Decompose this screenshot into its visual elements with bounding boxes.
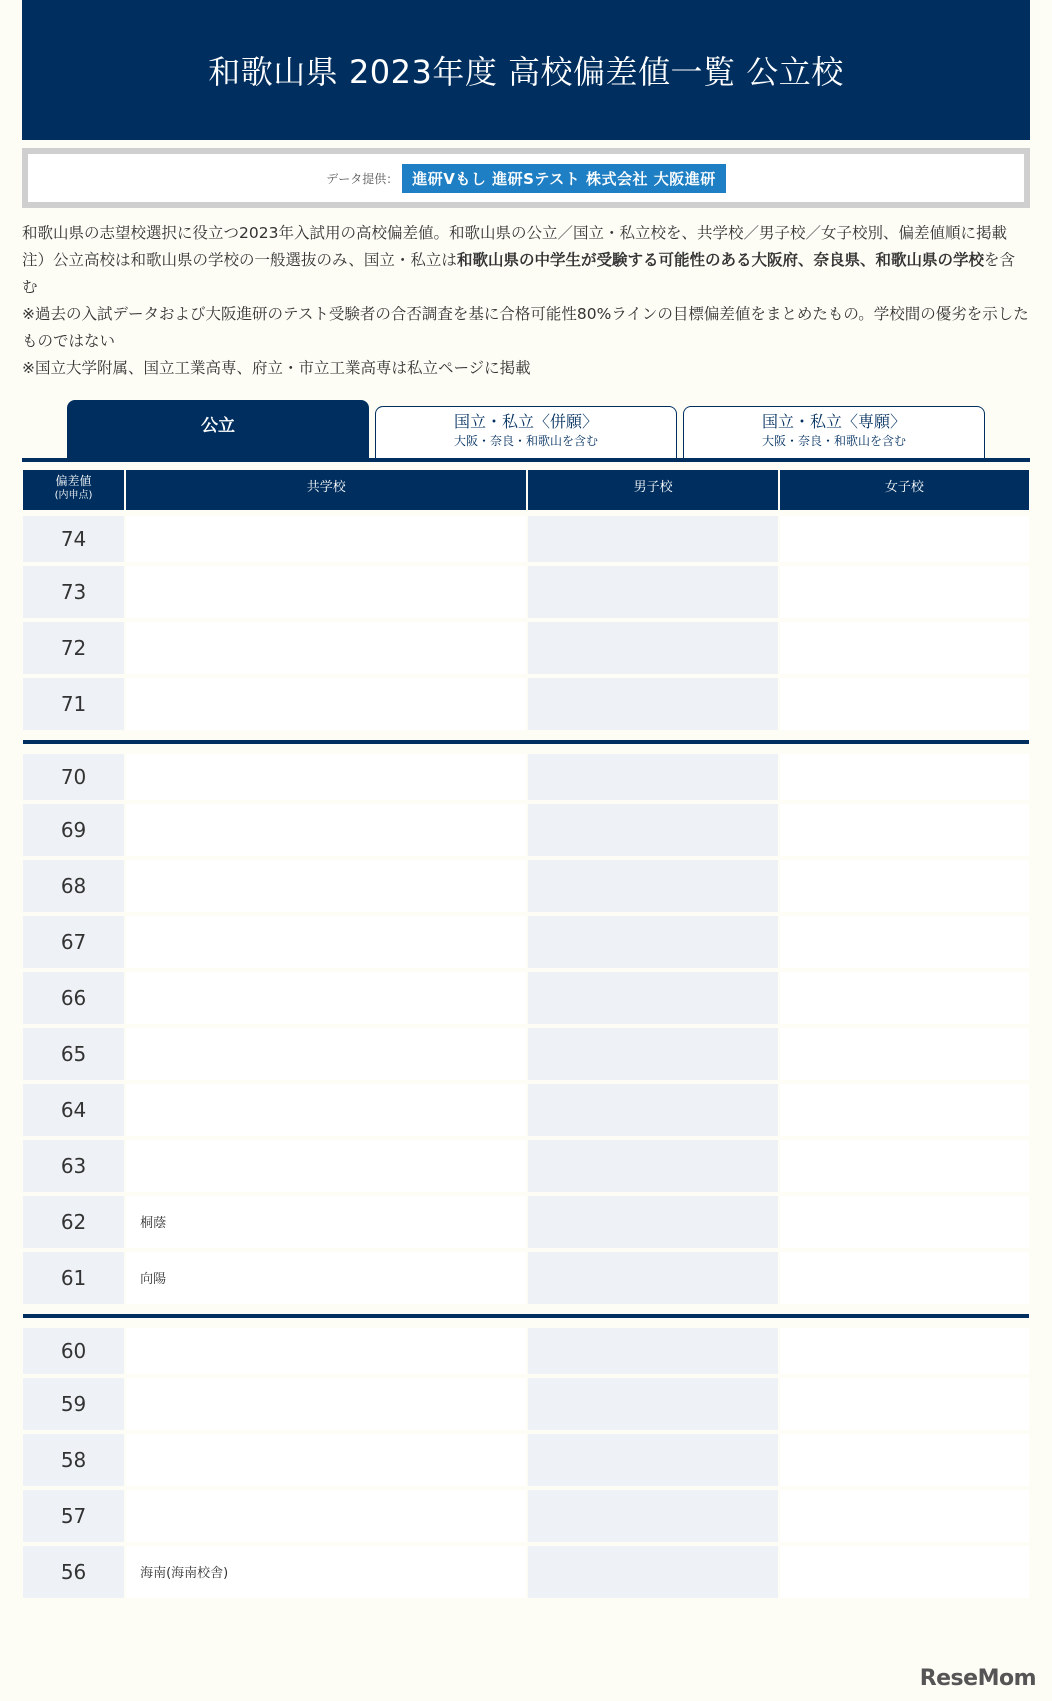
hensachi-value: 70 bbox=[23, 748, 124, 804]
table-row bbox=[23, 1252, 1029, 1308]
table-row bbox=[23, 916, 1029, 972]
kyogaku-school bbox=[126, 1028, 526, 1084]
joshi-school bbox=[780, 1084, 1029, 1140]
hensachi-value: 63 bbox=[23, 1140, 124, 1196]
page-title-banner bbox=[22, 0, 1030, 140]
table-row bbox=[23, 1546, 1029, 1602]
kyogaku-school bbox=[126, 622, 526, 678]
kyogaku-school bbox=[126, 748, 526, 804]
joshi-school bbox=[780, 678, 1029, 734]
tab-public[interactable]: 公立 bbox=[67, 400, 369, 458]
hensachi-value: 72 bbox=[23, 622, 124, 678]
hensachi-value: 73 bbox=[23, 566, 124, 622]
kyogaku-school bbox=[126, 972, 526, 1028]
danshi-school bbox=[528, 972, 777, 1028]
danshi-school bbox=[528, 1322, 777, 1378]
joshi-school bbox=[780, 972, 1029, 1028]
table-row bbox=[23, 1196, 1029, 1252]
hensachi-value: 69 bbox=[23, 804, 124, 860]
danshi-school bbox=[528, 1140, 777, 1196]
hensachi-value: 64 bbox=[23, 1084, 124, 1140]
kyogaku-school bbox=[126, 1434, 526, 1490]
intro-line-4: ※国立大学附属、国立工業高専、府立・市立工業高専は私立ページに掲載 bbox=[22, 359, 531, 377]
kyogaku-school bbox=[126, 860, 526, 916]
danshi-school bbox=[528, 1196, 777, 1252]
danshi-school bbox=[528, 1378, 777, 1434]
hensachi-value: 65 bbox=[23, 1028, 124, 1084]
header-joshi: 女子校 bbox=[780, 470, 1029, 510]
table-row bbox=[23, 1378, 1029, 1434]
hensachi-value: 56 bbox=[23, 1546, 124, 1602]
table-row bbox=[23, 804, 1029, 860]
tab-national-private-heigan[interactable]: 国立・私立〈併願〉 大阪・奈良・和歌山を含む bbox=[375, 406, 677, 458]
joshi-school bbox=[780, 510, 1029, 566]
joshi-school bbox=[780, 1140, 1029, 1196]
kyogaku-school bbox=[126, 510, 526, 566]
table-row bbox=[23, 972, 1029, 1028]
intro-line-2: 注）公立高校は和歌山県の学校の一般選抜のみ、国立・私立は和歌山県の中学生が受験する可能性のある大阪府、奈良県、和歌山県の学校を含む bbox=[22, 251, 1015, 296]
joshi-school bbox=[780, 1252, 1029, 1308]
joshi-school bbox=[780, 1546, 1029, 1602]
tab-national-private-sengan[interactable]: 国立・私立〈専願〉 大阪・奈良・和歌山を含む bbox=[683, 406, 985, 458]
joshi-school bbox=[780, 1196, 1029, 1252]
danshi-school bbox=[528, 860, 777, 916]
provider-label: データ提供： bbox=[326, 171, 399, 186]
joshi-school bbox=[780, 748, 1029, 804]
kyogaku-school: 向陽 bbox=[126, 1252, 526, 1308]
joshi-school bbox=[780, 916, 1029, 972]
kyogaku-school bbox=[126, 1322, 526, 1378]
kyogaku-school: 海南(海南校舎) bbox=[126, 1546, 526, 1602]
intro-line-3: ※過去の入試データおよび大阪進研のテスト受験者の合否調査を基に合格可能性80%ラインの目標偏差値をまとめたもの。学校間の優劣を示したものではない bbox=[22, 305, 1029, 350]
table-row bbox=[23, 1028, 1029, 1084]
joshi-school bbox=[780, 1028, 1029, 1084]
joshi-school bbox=[780, 1490, 1029, 1546]
kyogaku-school bbox=[126, 916, 526, 972]
group-separator bbox=[23, 1308, 1029, 1322]
table-row bbox=[23, 622, 1029, 678]
table-row bbox=[23, 1490, 1029, 1546]
table-row bbox=[23, 748, 1029, 804]
resemom-watermark: ReseMom bbox=[919, 1666, 1036, 1691]
table-row bbox=[23, 1084, 1029, 1140]
hensachi-table bbox=[21, 470, 1031, 1602]
page bbox=[22, 0, 1030, 1602]
danshi-school bbox=[528, 916, 777, 972]
danshi-school bbox=[528, 1252, 777, 1308]
joshi-school bbox=[780, 1378, 1029, 1434]
danshi-school bbox=[528, 1028, 777, 1084]
table-row bbox=[23, 566, 1029, 622]
table-row bbox=[23, 678, 1029, 734]
table-row bbox=[23, 1434, 1029, 1490]
danshi-school bbox=[528, 678, 777, 734]
danshi-school bbox=[528, 622, 777, 678]
joshi-school bbox=[780, 566, 1029, 622]
joshi-school bbox=[780, 622, 1029, 678]
kyogaku-school bbox=[126, 1084, 526, 1140]
data-provider-box bbox=[22, 148, 1030, 208]
joshi-school bbox=[780, 860, 1029, 916]
hensachi-value: 74 bbox=[23, 510, 124, 566]
danshi-school bbox=[528, 566, 777, 622]
table-row bbox=[23, 1322, 1029, 1378]
header-danshi: 男子校 bbox=[528, 470, 777, 510]
joshi-school bbox=[780, 1434, 1029, 1490]
intro-line-1: 和歌山県の志望校選択に役立つ2023年入試用の高校偏差値。和歌山県の公立／国立・私立校を、共学校／男子校／女子校別、偏差値順に掲載 bbox=[22, 224, 1007, 242]
page-title: 和歌山県 2023年度 高校偏差値一覧 公立校 bbox=[208, 53, 844, 91]
joshi-school bbox=[780, 804, 1029, 860]
header-hensachi: 偏差値 (内申点) bbox=[23, 470, 124, 510]
danshi-school bbox=[528, 1084, 777, 1140]
table-body bbox=[23, 510, 1029, 1602]
tab-bar bbox=[22, 402, 1030, 462]
danshi-school bbox=[528, 1490, 777, 1546]
danshi-school bbox=[528, 510, 777, 566]
kyogaku-school bbox=[126, 1140, 526, 1196]
hensachi-value: 60 bbox=[23, 1322, 124, 1378]
hensachi-value: 58 bbox=[23, 1434, 124, 1490]
danshi-school bbox=[528, 1546, 777, 1602]
table-row bbox=[23, 860, 1029, 916]
kyogaku-school: 桐蔭 bbox=[126, 1196, 526, 1252]
hensachi-value: 61 bbox=[23, 1252, 124, 1308]
kyogaku-school bbox=[126, 678, 526, 734]
danshi-school bbox=[528, 804, 777, 860]
hensachi-value: 71 bbox=[23, 678, 124, 734]
danshi-school bbox=[528, 748, 777, 804]
provider-logo: 進研Vもし 進研Sテスト 株式会社 大阪進研 bbox=[402, 164, 725, 193]
kyogaku-school bbox=[126, 804, 526, 860]
group-separator bbox=[23, 734, 1029, 748]
danshi-school bbox=[528, 1434, 777, 1490]
hensachi-value: 68 bbox=[23, 860, 124, 916]
hensachi-value: 59 bbox=[23, 1378, 124, 1434]
hensachi-value: 57 bbox=[23, 1490, 124, 1546]
hensachi-value: 66 bbox=[23, 972, 124, 1028]
hensachi-value: 62 bbox=[23, 1196, 124, 1252]
kyogaku-school bbox=[126, 1490, 526, 1546]
table-row bbox=[23, 1140, 1029, 1196]
hensachi-value: 67 bbox=[23, 916, 124, 972]
kyogaku-school bbox=[126, 1378, 526, 1434]
kyogaku-school bbox=[126, 566, 526, 622]
intro-text bbox=[22, 220, 1030, 382]
header-kyogaku: 共学校 bbox=[126, 470, 526, 510]
joshi-school bbox=[780, 1322, 1029, 1378]
table-row bbox=[23, 510, 1029, 566]
